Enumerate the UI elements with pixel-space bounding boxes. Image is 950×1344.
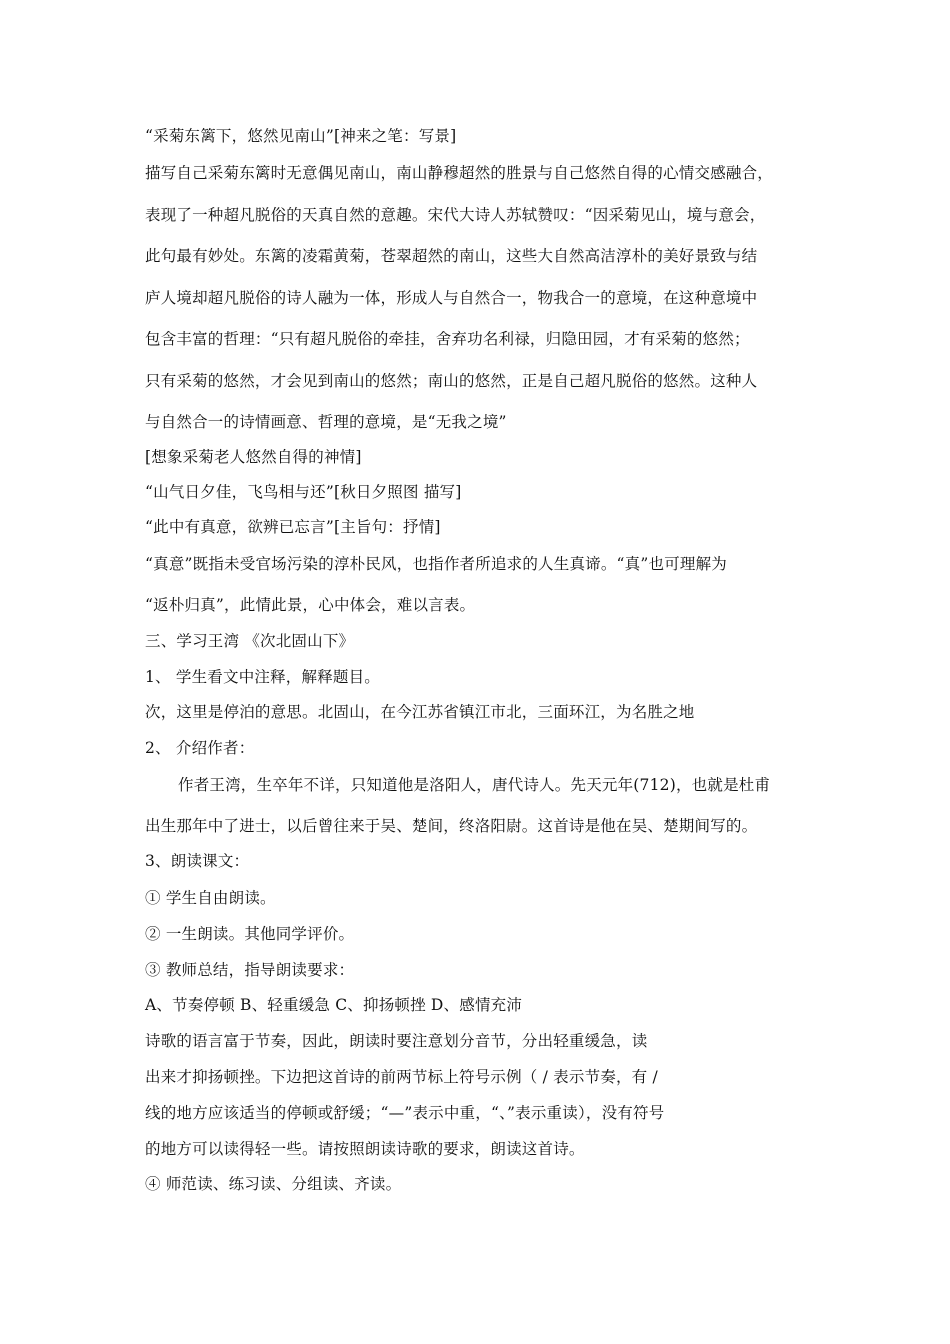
text-line: 1、 学生看文中注释，解释题目。: [145, 668, 380, 686]
text-line: 描写自己采菊东篱时无意偶见南山，南山静穆超然的胜景与自己悠然自得的心情交感融合，: [145, 164, 774, 182]
text-line: 出生那年中了进士，以后曾往来于吴、楚间，终洛阳尉。这首诗是他在吴、楚期间写的。: [145, 817, 758, 835]
text-line: 诗歌的语言富于节奏，因此，朗读时要注意划分音节，分出轻重缓急，读: [145, 1032, 648, 1050]
text-line: ① 学生自由朗读。: [145, 889, 276, 907]
text-line: “采菊东篱下，悠然见南山”[神来之笔：写景]: [145, 127, 457, 145]
text-line: 3、朗读课文：: [145, 852, 250, 870]
text-line: “返朴归真”，此情此景，心中体会，难以言表。: [145, 596, 476, 614]
text-line: “山气日夕佳，飞鸟相与还”[秋日夕照图 描写]: [145, 483, 462, 501]
text-line: 只有采菊的悠然，才会见到南山的悠然；南山的悠然，正是自己超凡脱俗的悠然。这种人: [145, 372, 758, 390]
text-line: 的地方可以读得轻一些。请按照朗读诗歌的要求，朗读这首诗。: [145, 1140, 585, 1158]
text-line: “真意”既指未受官场污染的淳朴民风，也指作者所追求的人生真谛。“真”也可理解为: [145, 555, 727, 573]
text-line: A、节奏停顿 B、轻重缓急 C、抑扬顿挫 D、感情充沛: [145, 996, 523, 1014]
text-line: 与自然合一的诗情画意、哲理的意境，是“无我之境”: [145, 413, 507, 431]
text-line: 2、 介绍作者：: [145, 739, 255, 757]
text-line: 庐人境却超凡脱俗的诗人融为一体，形成人与自然合一，物我合一的意境，在这种意境中: [145, 289, 758, 307]
text-line: 作者王湾，生卒年不详，只知道他是洛阳人，唐代诗人。先天元年(712)，也就是杜甫: [178, 776, 771, 794]
text-line: 此句最有妙处。东篱的凌霜黄菊，苍翠超然的南山，这些大自然高洁淳朴的美好景致与结: [145, 247, 758, 265]
text-line: 线的地方应该适当的停顿或舒缓；“—”表示中重，“、”表示重读），没有符号: [145, 1104, 665, 1122]
text-line: 出来才抑扬顿挫。下边把这首诗的前两节标上符号示例（ / 表示节奏，有 /: [145, 1068, 658, 1086]
text-line: ② 一生朗读。其他同学评价。: [145, 925, 355, 943]
text-line: ④ 师范读、练习读、分组读、齐读。: [145, 1175, 402, 1193]
text-line: 表现了一种超凡脱俗的天真自然的意趣。宋代大诗人苏轼赞叹：“因采菊见山，境与意会，: [145, 206, 766, 224]
text-line: ③ 教师总结，指导朗读要求：: [145, 961, 355, 979]
text-line: 包含丰富的哲理：“只有超凡脱俗的牵挂，舍弃功名利禄，归隐田园，才有采菊的悠然；: [145, 330, 750, 348]
section-heading: 三、学习王湾 《次北固山下》: [145, 632, 355, 650]
text-line: 次，这里是停泊的意思。北固山，在今江苏省镇江市北，三面环江，为名胜之地: [145, 703, 695, 721]
text-line: [想象采菊老人悠然自得的神情]: [145, 448, 362, 466]
text-line: “此中有真意，欲辨已忘言”[主旨句：抒情]: [145, 518, 441, 536]
